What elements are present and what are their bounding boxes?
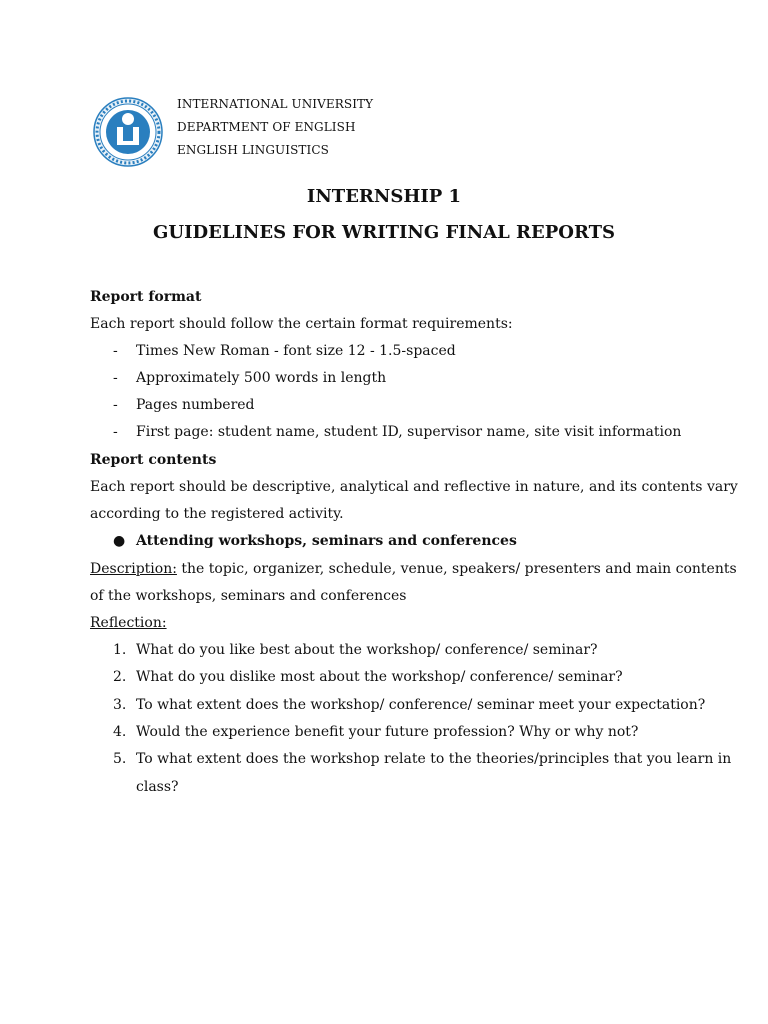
dash-marker: -: [113, 397, 118, 413]
reflection-question: To what extent does the workshop relate to the theories/principles that you learn in: [136, 751, 732, 767]
dash-marker: -: [113, 370, 118, 386]
reflection-question: What do you dislike most about the workshop/ conference/ seminar?: [136, 669, 623, 685]
dash-marker: -: [113, 424, 118, 440]
reflection-question: What do you like best about the workshop/ conference/ seminar?: [136, 642, 598, 658]
reflection-question: To what extent does the workshop/ conference/ seminar meet your expectation?: [136, 697, 706, 713]
question-number: 1.: [113, 642, 127, 658]
question-number: 3.: [113, 697, 127, 713]
format-item: Approximately 500 words in length: [136, 370, 387, 386]
institution-header: [177, 93, 373, 162]
university-name: INTERNATIONAL UNIVERSITY: [177, 97, 374, 111]
department-name: DEPARTMENT OF ENGLISH: [177, 120, 356, 134]
description-label: Description:: [90, 561, 177, 577]
program-name: ENGLISH LINGUISTICS: [177, 143, 329, 157]
reflection-question: Would the experience benefit your future profession? Why or why not?: [136, 724, 639, 740]
format-heading: Report format: [90, 289, 202, 305]
question-number: 5.: [113, 751, 127, 767]
reflection-label: Reflection:: [90, 615, 167, 631]
bullet-marker: ●: [113, 533, 126, 549]
university-logo: [93, 97, 163, 167]
activity-heading: Attending workshops, seminars and conferences: [136, 533, 517, 549]
contents-paragraph-line: Each report should be descriptive, analytical and reflective in nature, and its contents vary: [90, 479, 738, 495]
description-line: [90, 561, 737, 577]
contents-heading: Report contents: [90, 452, 217, 468]
dash-marker: -: [113, 343, 118, 359]
format-item: First page: student name, student ID, supervisor name, site visit information: [136, 424, 682, 440]
document-subtitle: GUIDELINES FOR WRITING FINAL REPORTS: [153, 222, 615, 243]
description-text: the topic, organizer, schedule, venue, speakers/ presenters and main contents: [176, 561, 737, 577]
contents-paragraph-line: according to the registered activity.: [90, 506, 344, 522]
reflection-question-continuation: class?: [136, 779, 179, 795]
format-item: Times New Roman - font size 12 - 1.5-spaced: [136, 343, 456, 359]
format-item: Pages numbered: [136, 397, 255, 413]
description-continuation: of the workshops, seminars and conferences: [90, 588, 407, 604]
document-title: INTERNSHIP 1: [306, 186, 462, 207]
question-number: 4.: [113, 724, 127, 740]
question-number: 2.: [113, 669, 127, 685]
format-intro: Each report should follow the certain format requirements:: [90, 316, 513, 332]
